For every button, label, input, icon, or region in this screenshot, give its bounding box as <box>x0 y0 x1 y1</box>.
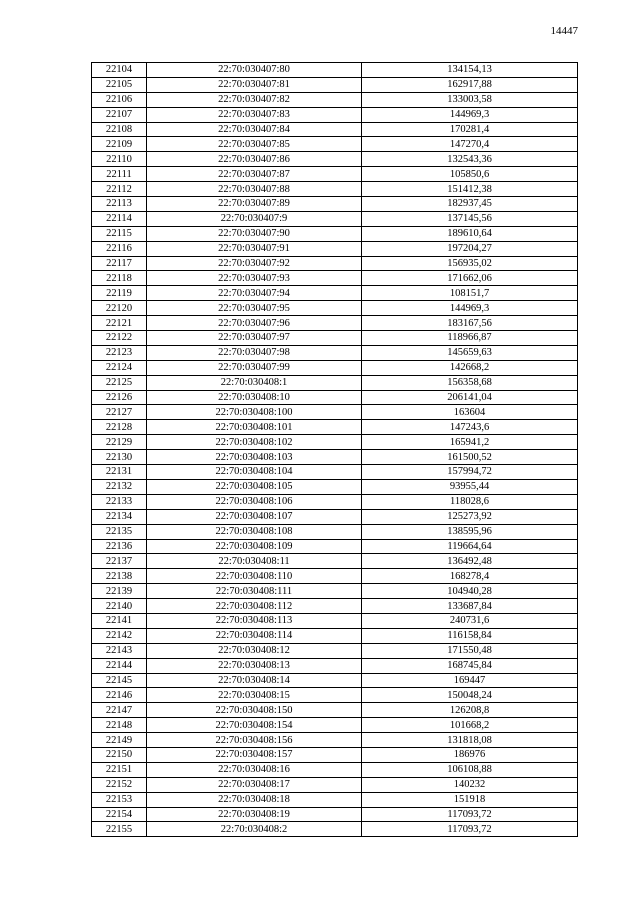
table-row <box>92 137 578 152</box>
cadastral-number-cell: 22:70:030407:99 <box>147 360 362 375</box>
table-row <box>92 569 578 584</box>
value-cell: 134154,13 <box>362 63 578 78</box>
table-row <box>92 63 578 78</box>
row-number-cell: 22124 <box>92 360 147 375</box>
table-row <box>92 599 578 614</box>
table-row <box>92 822 578 837</box>
value-cell: 165941,2 <box>362 435 578 450</box>
table-row <box>92 331 578 346</box>
cadastral-number-cell: 22:70:030408:18 <box>147 792 362 807</box>
cadastral-number-cell: 22:70:030408:19 <box>147 807 362 822</box>
row-number-cell: 22155 <box>92 822 147 837</box>
cadastral-number-cell: 22:70:030407:88 <box>147 182 362 197</box>
cadastral-number-cell: 22:70:030408:109 <box>147 539 362 554</box>
row-number-cell: 22105 <box>92 77 147 92</box>
table-row <box>92 211 578 226</box>
row-number-cell: 22137 <box>92 554 147 569</box>
row-number-cell: 22107 <box>92 107 147 122</box>
row-number-cell: 22110 <box>92 152 147 167</box>
cadastral-number-cell: 22:70:030408:100 <box>147 405 362 420</box>
cadastral-number-cell: 22:70:030408:108 <box>147 524 362 539</box>
table-row <box>92 405 578 420</box>
value-cell: 140232 <box>362 777 578 792</box>
value-cell: 145659,63 <box>362 345 578 360</box>
cadastral-number-cell: 22:70:030408:102 <box>147 435 362 450</box>
cadastral-number-cell: 22:70:030408:150 <box>147 703 362 718</box>
value-cell: 131818,08 <box>362 733 578 748</box>
table-row <box>92 777 578 792</box>
cadastral-number-cell: 22:70:030407:90 <box>147 226 362 241</box>
row-number-cell: 22144 <box>92 658 147 673</box>
cadastral-number-cell: 22:70:030408:2 <box>147 822 362 837</box>
row-number-cell: 22147 <box>92 703 147 718</box>
value-cell: 133003,58 <box>362 92 578 107</box>
table-row <box>92 688 578 703</box>
row-number-cell: 22132 <box>92 479 147 494</box>
value-cell: 133687,84 <box>362 599 578 614</box>
cadastral-number-cell: 22:70:030408:110 <box>147 569 362 584</box>
cadastral-number-cell: 22:70:030408:11 <box>147 554 362 569</box>
cadastral-number-cell: 22:70:030407:85 <box>147 137 362 152</box>
table-row <box>92 539 578 554</box>
table-row <box>92 807 578 822</box>
row-number-cell: 22150 <box>92 747 147 762</box>
row-number-cell: 22131 <box>92 465 147 480</box>
cadastral-number-cell: 22:70:030408:101 <box>147 420 362 435</box>
table-row <box>92 316 578 331</box>
row-number-cell: 22146 <box>92 688 147 703</box>
cadastral-number-cell: 22:70:030407:84 <box>147 122 362 137</box>
table-row <box>92 465 578 480</box>
value-cell: 171550,48 <box>362 643 578 658</box>
cadastral-number-cell: 22:70:030407:89 <box>147 197 362 212</box>
table-row <box>92 167 578 182</box>
row-number-cell: 22130 <box>92 450 147 465</box>
table-row <box>92 226 578 241</box>
value-cell: 189610,64 <box>362 226 578 241</box>
cadastral-number-cell: 22:70:030407:83 <box>147 107 362 122</box>
table-row <box>92 420 578 435</box>
cadastral-number-cell: 22:70:030408:103 <box>147 450 362 465</box>
cadastral-number-cell: 22:70:030407:95 <box>147 301 362 316</box>
value-cell: 186976 <box>362 747 578 762</box>
value-cell: 156358,68 <box>362 375 578 390</box>
row-number-cell: 22142 <box>92 628 147 643</box>
value-cell: 151918 <box>362 792 578 807</box>
table-row <box>92 628 578 643</box>
table-row <box>92 643 578 658</box>
value-cell: 156935,02 <box>362 256 578 271</box>
row-number-cell: 22153 <box>92 792 147 807</box>
row-number-cell: 22135 <box>92 524 147 539</box>
table-row <box>92 435 578 450</box>
cadastral-number-cell: 22:70:030408:113 <box>147 613 362 628</box>
cadastral-number-cell: 22:70:030408:16 <box>147 762 362 777</box>
table-body <box>92 63 578 837</box>
row-number-cell: 22122 <box>92 331 147 346</box>
table-row <box>92 792 578 807</box>
row-number-cell: 22133 <box>92 494 147 509</box>
value-cell: 171662,06 <box>362 271 578 286</box>
value-cell: 144969,3 <box>362 301 578 316</box>
row-number-cell: 22114 <box>92 211 147 226</box>
row-number-cell: 22126 <box>92 390 147 405</box>
cadastral-number-cell: 22:70:030407:96 <box>147 316 362 331</box>
row-number-cell: 22140 <box>92 599 147 614</box>
row-number-cell: 22115 <box>92 226 147 241</box>
value-cell: 162917,88 <box>362 77 578 92</box>
row-number-cell: 22151 <box>92 762 147 777</box>
value-cell: 117093,72 <box>362 807 578 822</box>
table-row <box>92 360 578 375</box>
value-cell: 150048,24 <box>362 688 578 703</box>
value-cell: 132543,36 <box>362 152 578 167</box>
value-cell: 163604 <box>362 405 578 420</box>
row-number-cell: 22138 <box>92 569 147 584</box>
table-row <box>92 345 578 360</box>
row-number-cell: 22120 <box>92 301 147 316</box>
table-row <box>92 301 578 316</box>
row-number-cell: 22148 <box>92 718 147 733</box>
cadastral-number-cell: 22:70:030407:9 <box>147 211 362 226</box>
cadastral-number-cell: 22:70:030408:1 <box>147 375 362 390</box>
value-cell: 169447 <box>362 673 578 688</box>
cadastral-number-cell: 22:70:030408:106 <box>147 494 362 509</box>
cadastral-number-cell: 22:70:030408:111 <box>147 584 362 599</box>
value-cell: 147243,6 <box>362 420 578 435</box>
cadastral-number-cell: 22:70:030407:91 <box>147 241 362 256</box>
value-cell: 182937,45 <box>362 197 578 212</box>
value-cell: 147270,4 <box>362 137 578 152</box>
table-row <box>92 152 578 167</box>
cadastral-number-cell: 22:70:030407:97 <box>147 331 362 346</box>
value-cell: 126208,8 <box>362 703 578 718</box>
cadastral-number-cell: 22:70:030407:87 <box>147 167 362 182</box>
row-number-cell: 22136 <box>92 539 147 554</box>
value-cell: 183167,56 <box>362 316 578 331</box>
value-cell: 206141,04 <box>362 390 578 405</box>
cadastral-number-cell: 22:70:030408:15 <box>147 688 362 703</box>
table-row <box>92 77 578 92</box>
table-row <box>92 554 578 569</box>
value-cell: 105850,6 <box>362 167 578 182</box>
table-row <box>92 747 578 762</box>
value-cell: 136492,48 <box>362 554 578 569</box>
table-row <box>92 450 578 465</box>
table-row <box>92 703 578 718</box>
table-row <box>92 256 578 271</box>
value-cell: 240731,6 <box>362 613 578 628</box>
cadastral-number-cell: 22:70:030408:107 <box>147 509 362 524</box>
value-cell: 101668,2 <box>362 718 578 733</box>
row-number-cell: 22112 <box>92 182 147 197</box>
table-row <box>92 92 578 107</box>
row-number-cell: 22108 <box>92 122 147 137</box>
value-cell: 144969,3 <box>362 107 578 122</box>
table-row <box>92 762 578 777</box>
cadastral-number-cell: 22:70:030407:94 <box>147 286 362 301</box>
table-row <box>92 509 578 524</box>
value-cell: 116158,84 <box>362 628 578 643</box>
table-row <box>92 107 578 122</box>
table-row <box>92 658 578 673</box>
row-number-cell: 22143 <box>92 643 147 658</box>
cadastral-number-cell: 22:70:030408:13 <box>147 658 362 673</box>
row-number-cell: 22154 <box>92 807 147 822</box>
row-number-cell: 22123 <box>92 345 147 360</box>
cadastral-number-cell: 22:70:030408:17 <box>147 777 362 792</box>
cadastral-number-cell: 22:70:030408:104 <box>147 465 362 480</box>
cadastral-number-cell: 22:70:030408:10 <box>147 390 362 405</box>
row-number-cell: 22145 <box>92 673 147 688</box>
cadastral-number-cell: 22:70:030408:112 <box>147 599 362 614</box>
value-cell: 168278,4 <box>362 569 578 584</box>
value-cell: 142668,2 <box>362 360 578 375</box>
cadastral-number-cell: 22:70:030408:157 <box>147 747 362 762</box>
row-number-cell: 22113 <box>92 197 147 212</box>
cadastral-number-cell: 22:70:030407:86 <box>147 152 362 167</box>
row-number-cell: 22125 <box>92 375 147 390</box>
row-number-cell: 22149 <box>92 733 147 748</box>
cadastral-number-cell: 22:70:030408:154 <box>147 718 362 733</box>
value-cell: 118028,6 <box>362 494 578 509</box>
row-number-cell: 22152 <box>92 777 147 792</box>
row-number-cell: 22116 <box>92 241 147 256</box>
row-number-cell: 22109 <box>92 137 147 152</box>
row-number-cell: 22121 <box>92 316 147 331</box>
table-row <box>92 584 578 599</box>
value-cell: 137145,56 <box>362 211 578 226</box>
table-row <box>92 479 578 494</box>
cadastral-number-cell: 22:70:030408:105 <box>147 479 362 494</box>
row-number-cell: 22134 <box>92 509 147 524</box>
row-number-cell: 22111 <box>92 167 147 182</box>
table-row <box>92 673 578 688</box>
table-row <box>92 122 578 137</box>
cadastral-number-cell: 22:70:030408:14 <box>147 673 362 688</box>
row-number-cell: 22127 <box>92 405 147 420</box>
cadastral-number-cell: 22:70:030408:114 <box>147 628 362 643</box>
row-number-cell: 22106 <box>92 92 147 107</box>
table-row <box>92 524 578 539</box>
value-cell: 118966,87 <box>362 331 578 346</box>
table-row <box>92 390 578 405</box>
row-number-cell: 22141 <box>92 613 147 628</box>
value-cell: 168745,84 <box>362 658 578 673</box>
row-number-cell: 22119 <box>92 286 147 301</box>
value-cell: 138595,96 <box>362 524 578 539</box>
value-cell: 161500,52 <box>362 450 578 465</box>
cadastral-table <box>91 62 578 837</box>
table-row <box>92 494 578 509</box>
row-number-cell: 22104 <box>92 63 147 78</box>
table-row <box>92 733 578 748</box>
cadastral-number-cell: 22:70:030408:156 <box>147 733 362 748</box>
table-row <box>92 286 578 301</box>
value-cell: 125273,92 <box>362 509 578 524</box>
cadastral-number-cell: 22:70:030407:98 <box>147 345 362 360</box>
value-cell: 170281,4 <box>362 122 578 137</box>
row-number-cell: 22118 <box>92 271 147 286</box>
table-row <box>92 613 578 628</box>
row-number-cell: 22117 <box>92 256 147 271</box>
value-cell: 157994,72 <box>362 465 578 480</box>
table-row <box>92 241 578 256</box>
value-cell: 119664,64 <box>362 539 578 554</box>
cadastral-number-cell: 22:70:030407:80 <box>147 63 362 78</box>
table-row <box>92 182 578 197</box>
row-number-cell: 22129 <box>92 435 147 450</box>
table-row <box>92 375 578 390</box>
value-cell: 117093,72 <box>362 822 578 837</box>
row-number-cell: 22139 <box>92 584 147 599</box>
value-cell: 104940,28 <box>362 584 578 599</box>
value-cell: 197204,27 <box>362 241 578 256</box>
cadastral-number-cell: 22:70:030407:93 <box>147 271 362 286</box>
cadastral-number-cell: 22:70:030407:92 <box>147 256 362 271</box>
value-cell: 93955,44 <box>362 479 578 494</box>
value-cell: 151412,38 <box>362 182 578 197</box>
value-cell: 106108,88 <box>362 762 578 777</box>
cadastral-number-cell: 22:70:030408:12 <box>147 643 362 658</box>
page-number: 14447 <box>550 25 578 37</box>
row-number-cell: 22128 <box>92 420 147 435</box>
table-row <box>92 718 578 733</box>
cadastral-number-cell: 22:70:030407:81 <box>147 77 362 92</box>
value-cell: 108151,7 <box>362 286 578 301</box>
table-row <box>92 197 578 212</box>
cadastral-number-cell: 22:70:030407:82 <box>147 92 362 107</box>
table-row <box>92 271 578 286</box>
